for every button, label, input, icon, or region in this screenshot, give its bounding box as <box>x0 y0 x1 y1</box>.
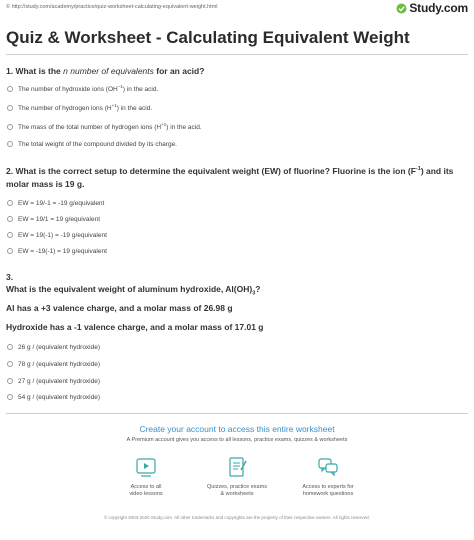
option-text: The total weight of the compound divided by its charge. <box>18 140 177 148</box>
question-3-option-2[interactable] <box>7 359 100 369</box>
option-text: The number of hydroxide ions $(OH^{-1})$ in the acid. <box>18 83 159 93</box>
feature-label-line1: Access to all <box>130 484 162 490</box>
option-text: EW = 19/1 = 19 g/equivalent <box>18 215 101 223</box>
radio-button[interactable] <box>7 105 13 111</box>
feature-quizzes[interactable] <box>192 456 282 498</box>
question-1-option-1[interactable] <box>7 84 158 94</box>
option-text: 26 g / (equivalent hydroxide) <box>18 343 101 351</box>
radio-button[interactable] <box>7 361 13 367</box>
option-text: The number of hydrogen ions $(H^{+1})$ in the acid. <box>18 102 153 112</box>
question-2-option-2[interactable] <box>7 214 100 224</box>
question-1-option-2[interactable] <box>7 103 152 113</box>
option-text: EW = -19(-1) = 19 g/equivalent <box>18 247 107 255</box>
option-text: 27 g / (equivalent hydroxide) <box>18 377 101 385</box>
question-2-option-3[interactable] <box>7 230 107 240</box>
question-3-option-3[interactable] <box>7 376 100 386</box>
feature-experts[interactable] <box>283 456 373 498</box>
radio-button[interactable] <box>7 124 13 130</box>
question-1-prefix: 1. What is the <box>6 66 64 76</box>
question-3-option-4[interactable] <box>7 392 100 402</box>
option-text: 54 g / (equivalent hydroxide) <box>18 393 101 401</box>
radio-button[interactable] <box>7 248 13 254</box>
option-text: 78 g / (equivalent hydroxide) <box>18 360 101 368</box>
page-title: Quiz & Worksheet - Calculating Equivalent Weight <box>6 28 410 47</box>
study-logo[interactable] <box>396 1 468 15</box>
cta-subtitle: A Premium account gives you access to all lessons, practice exams, quizzes & worksheets <box>126 437 348 443</box>
logo-icon <box>396 3 407 14</box>
option-text: EW = 19/-1 = -19 g/equivalent <box>18 199 105 207</box>
page-header <box>0 0 474 16</box>
feature-label-line2: & worksheets <box>220 491 254 497</box>
feature-label-line1: Access to experts for <box>302 484 354 490</box>
radio-button[interactable] <box>7 86 13 92</box>
question-1-emphasis: n number of equivalents <box>63 66 154 76</box>
radio-button[interactable] <box>7 344 13 350</box>
title-divider <box>6 54 468 55</box>
question-2-option-4[interactable] <box>7 246 107 256</box>
page-url: © http://study.com/academy/practice/quiz-worksheet-calculating-equivalent-weight.html <box>6 4 218 10</box>
video-lessons-icon <box>135 456 157 478</box>
section-divider <box>6 413 468 414</box>
cta-title[interactable]: Create your account to access this entire worksheet <box>139 424 335 434</box>
radio-button[interactable] <box>7 141 13 147</box>
question-3-number: 3. <box>6 272 14 282</box>
question-1-option-3[interactable] <box>7 122 202 132</box>
question-3-given-hydroxide: Hydroxide has a -1 valence charge, and a molar mass of 17.01 g <box>6 322 264 332</box>
radio-button[interactable] <box>7 232 13 238</box>
question-3-option-1[interactable] <box>7 342 100 352</box>
radio-button[interactable] <box>7 216 13 222</box>
logo-text: Study.com <box>409 1 468 15</box>
feature-video-lessons[interactable] <box>101 456 191 498</box>
question-2: 2. What is the correct setup to determine the equivalent weight (EW) of fluorine? Fluorine is the ion $(F^{-1})$ and its molar mass is 19 g. <box>6 166 454 189</box>
feature-label-line2: homework questions <box>302 491 354 497</box>
option-text: EW = 19(-1) = -19 g/equivalent <box>18 231 107 239</box>
feature-label-line2: video lessons <box>129 491 163 497</box>
question-3-given-al: Al has a +3 valence charge, and a molar mass of 26.98 g <box>6 303 233 313</box>
expert-chat-icon <box>317 456 339 478</box>
question-1-suffix: for an acid? <box>153 66 205 76</box>
option-text: The mass of the total number of hydrogen ions $(H^{+1})$ in the acid. <box>18 121 202 131</box>
question-1-option-4[interactable] <box>7 139 177 149</box>
radio-button[interactable] <box>7 394 13 400</box>
radio-button[interactable] <box>7 200 13 206</box>
question-2-option-1[interactable] <box>7 198 104 208</box>
question-1 <box>6 65 468 78</box>
question-3-text: What is the equivalent weight of aluminum hydroxide, $Al(OH)_3$? <box>6 284 261 297</box>
copyright-footer: © copyright 2003-2020 Study.com. All other trademarks and copyrights are the property of their respective owners. All rights reserved. <box>104 515 370 520</box>
radio-button[interactable] <box>7 378 13 384</box>
quiz-worksheet-icon <box>226 456 248 478</box>
feature-label-line1: Quizzes, practice exams <box>207 484 267 490</box>
